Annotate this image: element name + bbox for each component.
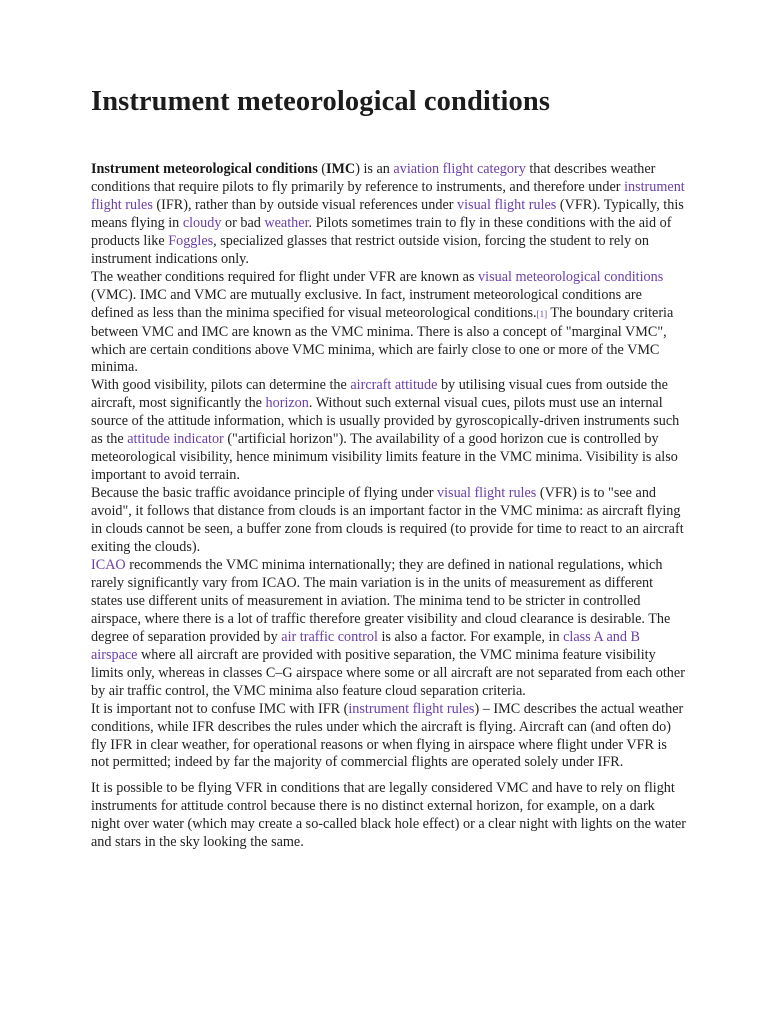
inline-link[interactable]: class A and B airspace	[91, 628, 640, 663]
inline-link[interactable]: instrument flight rules	[348, 700, 475, 717]
inline-link[interactable]: air traffic control	[281, 628, 378, 645]
paragraph-text: ) – IMC describes the actual weather conditions, while IFR describes the rules under which the aircraft is flying. Aircraft can (and often do) fly IFR in clear weather, for operational reasons or when flying in airspace where flight under VFR is not permitted; indeed by far the majority of commercial flights are operated solely under IFR.	[91, 700, 684, 771]
bold-term: IMC	[326, 161, 356, 177]
paragraph-text: The boundary criteria between VMC and IMC are known as the VMC minima. There is also a concept of "marginal VMC", which are certain conditions above VMC minima, which are fairly close to one or more of the VMC minima.	[91, 304, 674, 376]
paragraph	[91, 557, 686, 701]
inline-link[interactable]: aircraft attitude	[350, 377, 438, 394]
inline-link[interactable]: Foggles	[168, 232, 214, 249]
inline-link[interactable]: instrument flight rules	[91, 178, 685, 213]
paragraph-text: (	[317, 161, 327, 177]
paragraph	[91, 701, 686, 773]
paragraph	[91, 377, 686, 485]
paragraph-text: ) is an	[355, 161, 394, 177]
paragraph-text: , specialized glasses that restrict outside vision, forcing the student to rely on instrument indications only.	[91, 232, 649, 267]
paragraph-text: (VFR) is to "see and avoid", it follows that distance from clouds is an important factor in the VMC minima: as aircraft flying in clouds cannot be seen, a buffer zone from clouds is required (to provide for time to react to an aircraft exiting the clouds).	[91, 485, 684, 556]
paragraph-text: that describes weather conditions that require pilots to fly primarily by reference to instruments, and therefore under	[91, 161, 656, 195]
inline-link[interactable]: visual flight rules	[457, 196, 557, 213]
inline-link[interactable]: weather	[264, 214, 309, 231]
paragraph-text: recommends the VMC minima internationally; they are defined in national regulations, which rarely significantly vary from ICAO. The main variation is in the units of measurement as different states use different units of measurement in aviation. The minima tend to be stricter in controlled airspace, where there is a lot of traffic therefore greater visibility and cloud clearance is desirable. The degree of separation provided by	[91, 556, 671, 645]
paragraph-text: by utilising visual cues from outside the aircraft, most significantly the	[91, 377, 668, 412]
inline-link[interactable]: attitude indicator	[127, 431, 224, 448]
paragraph-text: (VMC). IMC and VMC are mutually exclusive. In fact, instrument meteorological conditions are defined as less than the minima specified for visual meteorological conditions.	[91, 286, 642, 321]
citation-link[interactable]: [1]	[536, 308, 548, 319]
paragraph	[91, 269, 686, 378]
inline-link[interactable]: visual flight rules	[437, 485, 537, 502]
inline-link[interactable]: aviation flight category	[393, 161, 526, 177]
paragraph	[91, 780, 686, 852]
paragraph-text: Because the basic traffic avoidance principle of flying under	[91, 485, 438, 502]
paragraph	[91, 161, 686, 269]
paragraph-text: It is possible to be flying VFR in conditions that are legally considered VMC and have to rely on flight instruments for attitude control because there is no distinct external horizon, for example, on a dark night over water (which may create a so-called black hole effect) or a clear night with lights on the water and stars in the sky looking the same.	[91, 780, 686, 851]
page-title: Instrument meteorological conditions	[91, 86, 551, 117]
paragraph-text: ("artificial horizon"). The availability of a good horizon cue is controlled by meteorological visibility, hence minimum visibility limits feature in the VMC minima. Visibility is also important to avoid terrain.	[91, 431, 678, 484]
paragraph-text: (IFR), rather than by outside visual references under	[152, 196, 458, 213]
inline-link[interactable]: visual meteorological conditions	[478, 268, 664, 285]
paragraph	[91, 485, 686, 557]
paragraph-text: It is important not to confuse IMC with IFR (	[91, 700, 349, 717]
article-body	[91, 161, 686, 852]
bold-term: Instrument meteorological conditions	[91, 161, 318, 177]
paragraph-text: (VFR). Typically, this means flying in	[91, 196, 684, 231]
paragraph-text: or bad	[221, 214, 265, 231]
paragraph-text: With good visibility, pilots can determine the	[91, 377, 351, 394]
paragraph-text: is also a factor. For example, in	[377, 628, 564, 645]
inline-link[interactable]: cloudy	[182, 214, 222, 231]
inline-link[interactable]: horizon	[265, 395, 309, 412]
inline-link[interactable]: ICAO	[91, 556, 126, 573]
paragraph-text: . Pilots sometimes train to fly in these conditions with the aid of products like	[91, 214, 672, 249]
paragraph-text: . Without such external visual cues, pilots must use an internal source of the attitude information, which is usually provided by gyroscopically-driven instruments such as the	[91, 395, 680, 448]
paragraph-text: where all aircraft are provided with positive separation, the VMC minima feature visibility limits only, whereas in classes C–G airspace where some or all aircraft are not separated from each other by air traffic control, the VMC minima also feature cloud separation criteria.	[91, 646, 685, 699]
paragraph-text: The weather conditions required for flight under VFR are known as	[91, 268, 479, 285]
